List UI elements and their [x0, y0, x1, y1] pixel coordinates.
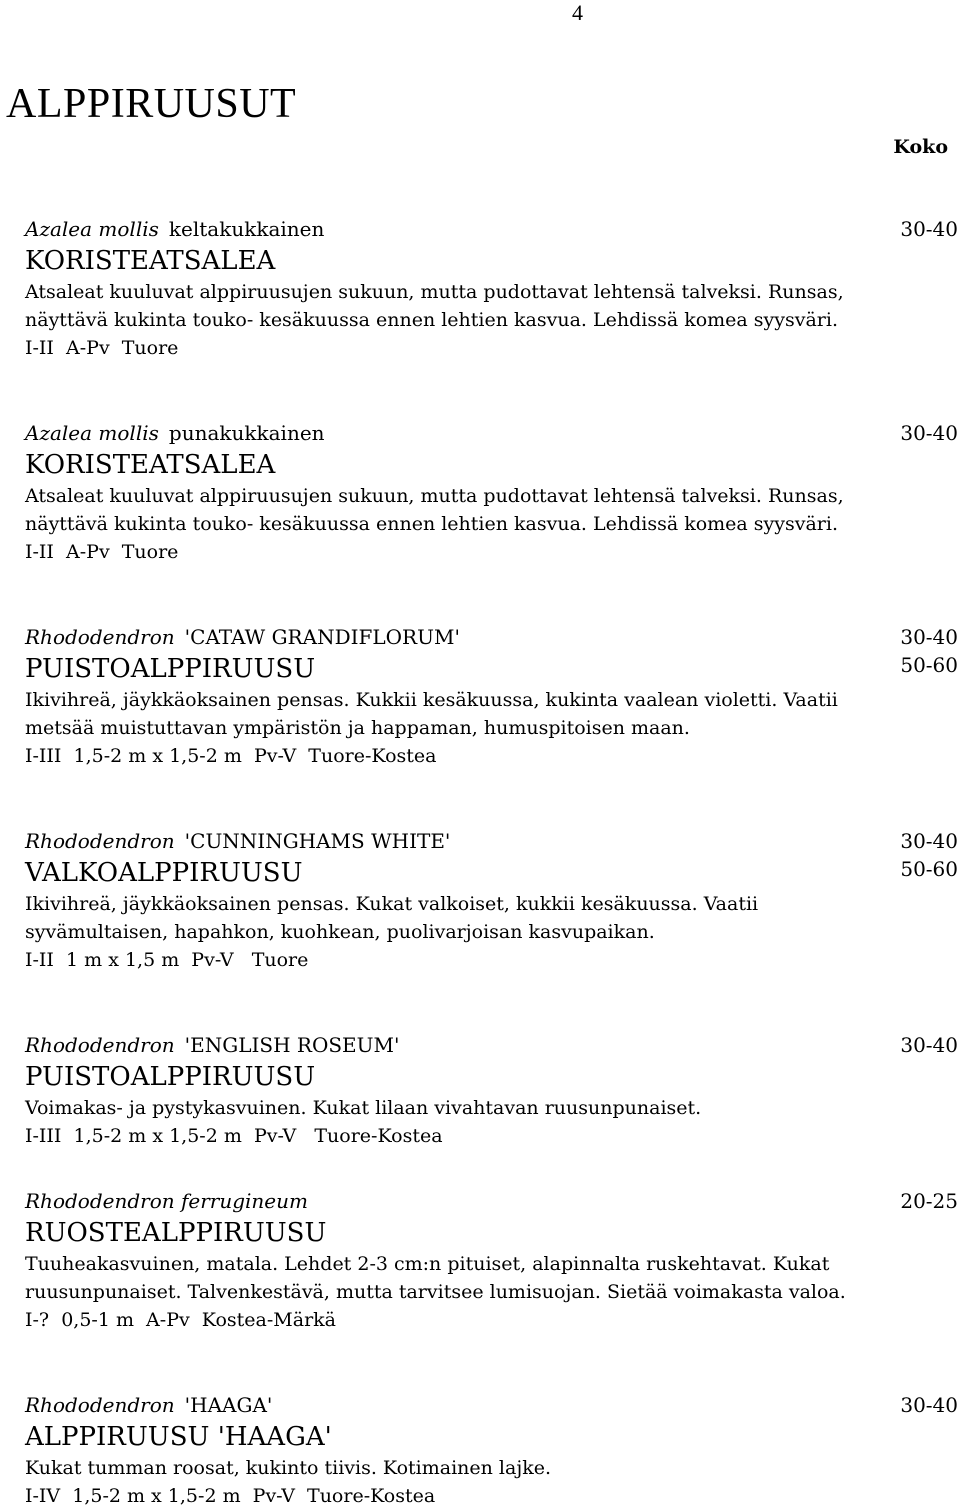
plant-name-line	[25, 418, 960, 448]
plant-description: Ikivihreä, jäykkäoksainen pensas. Kukkii kesäkuussa, kukinta vaalean violetti. Vaatii metsää muistuttavan ympäristön ja happaman, humuspitoisen maan.	[25, 689, 838, 739]
size-primary: 30-40	[900, 217, 958, 241]
page-number: 4	[572, 0, 583, 25]
common-name: KORISTEATSALEA	[25, 450, 276, 480]
plant-entry	[25, 826, 960, 974]
growing-conditions: I-III 1,5-2 m x 1,5-2 m Pv-V Tuore-Kostea	[25, 745, 437, 767]
cultivar-name: punakukkainen	[168, 421, 325, 445]
common-name-line	[25, 1216, 960, 1250]
size-primary: 30-40	[900, 421, 958, 445]
growing-conditions: I-II A-Pv Tuore	[25, 541, 179, 563]
latin-name: Rhododendron	[25, 829, 175, 853]
size-secondary: 50-60	[900, 857, 958, 881]
size-primary: 30-40	[900, 829, 958, 853]
common-name-line	[25, 856, 960, 890]
size-secondary: 50-60	[900, 653, 958, 677]
size-primary: 30-40	[900, 625, 958, 649]
common-name: PUISTOALPPIRUUSU	[25, 654, 316, 684]
cultivar-name: 'CATAW GRANDIFLORUM'	[184, 625, 460, 649]
growing-conditions: I-? 0,5-1 m A-Pv Kostea-Märkä	[25, 1309, 336, 1331]
plant-name-line	[25, 1186, 960, 1216]
plant-entry	[25, 214, 960, 362]
common-name-line	[25, 1420, 960, 1454]
plant-name-line	[25, 214, 960, 244]
common-name-line	[25, 448, 960, 482]
plant-description: Atsaleat kuuluvat alppiruusujen sukuun, mutta pudottavat lehtensä talveksi. Runsas, näyttävä kukinta touko- kesäkuussa ennen lehtien kasvua. Lehdissä komea syysväri.	[25, 485, 844, 535]
common-name: PUISTOALPPIRUUSU	[25, 1062, 316, 1092]
latin-name: Rhododendron	[25, 1393, 175, 1417]
cultivar-name: keltakukkainen	[168, 217, 325, 241]
plant-entry	[25, 622, 960, 770]
latin-name: Azalea mollis	[25, 217, 159, 241]
cultivar-name: 'HAAGA'	[184, 1393, 273, 1417]
cultivar-name: 'CUNNINGHAMS WHITE'	[184, 829, 451, 853]
common-name: VALKOALPPIRUUSU	[25, 858, 303, 888]
common-name: KORISTEATSALEA	[25, 246, 276, 276]
plant-description: Ikivihreä, jäykkäoksainen pensas. Kukat valkoiset, kukkii kesäkuussa. Vaatii syvämultaisen, hapahkon, kuohkean, puolivarjoisan kasvupaikan.	[25, 893, 759, 943]
common-name-line	[25, 244, 960, 278]
latin-name: Rhododendron ferrugineum	[25, 1189, 308, 1213]
common-name: RUOSTEALPPIRUUSU	[25, 1218, 327, 1248]
growing-conditions: I-III 1,5-2 m x 1,5-2 m Pv-V Tuore-Kostea	[25, 1125, 443, 1147]
common-name: ALPPIRUUSU 'HAAGA'	[25, 1422, 332, 1452]
plant-name-line	[25, 1030, 960, 1060]
plant-entry	[25, 1030, 960, 1150]
latin-name: Rhododendron	[25, 1033, 175, 1057]
plant-name-line	[25, 622, 960, 652]
size-primary: 30-40	[900, 1393, 958, 1417]
plant-description: Voimakas- ja pystykasvuinen. Kukat lilaan vivahtavan ruusunpunaiset.	[25, 1097, 702, 1119]
plant-entry	[25, 1186, 960, 1334]
plant-description: Atsaleat kuuluvat alppiruusujen sukuun, mutta pudottavat lehtensä talveksi. Runsas, näyttävä kukinta touko- kesäkuussa ennen lehtien kasvua. Lehdissä komea syysväri.	[25, 281, 844, 331]
latin-name: Rhododendron	[25, 625, 175, 649]
common-name-line	[25, 652, 960, 686]
growing-conditions: I-II 1 m x 1,5 m Pv-V Tuore	[25, 949, 309, 971]
cultivar-name: 'ENGLISH ROSEUM'	[184, 1033, 400, 1057]
size-primary: 20-25	[900, 1189, 958, 1213]
plant-description: Tuuheakasvuinen, matala. Lehdet 2-3 cm:n pituiset, alapinnalta ruskehtavat. Kukat ruusunpunaiset. Talvenkestävä, mutta tarvitsee lumisuojan. Sietää voimakasta valoa.	[25, 1253, 846, 1303]
plant-description: Kukat tumman roosat, kukinto tiivis. Kotimainen lajke.	[25, 1457, 552, 1479]
page-title: ALPPIRUUSUT	[6, 81, 297, 127]
plant-name-line	[25, 826, 960, 856]
growing-conditions: I-II A-Pv Tuore	[25, 337, 179, 359]
plant-entry	[25, 1390, 960, 1510]
size-primary: 30-40	[900, 1033, 958, 1057]
latin-name: Azalea mollis	[25, 421, 159, 445]
common-name-line	[25, 1060, 960, 1094]
plant-entry	[25, 418, 960, 566]
size-column-header: Koko	[893, 136, 948, 158]
growing-conditions: I-IV 1,5-2 m x 1,5-2 m Pv-V Tuore-Kostea	[25, 1485, 436, 1507]
plant-name-line	[25, 1390, 960, 1420]
